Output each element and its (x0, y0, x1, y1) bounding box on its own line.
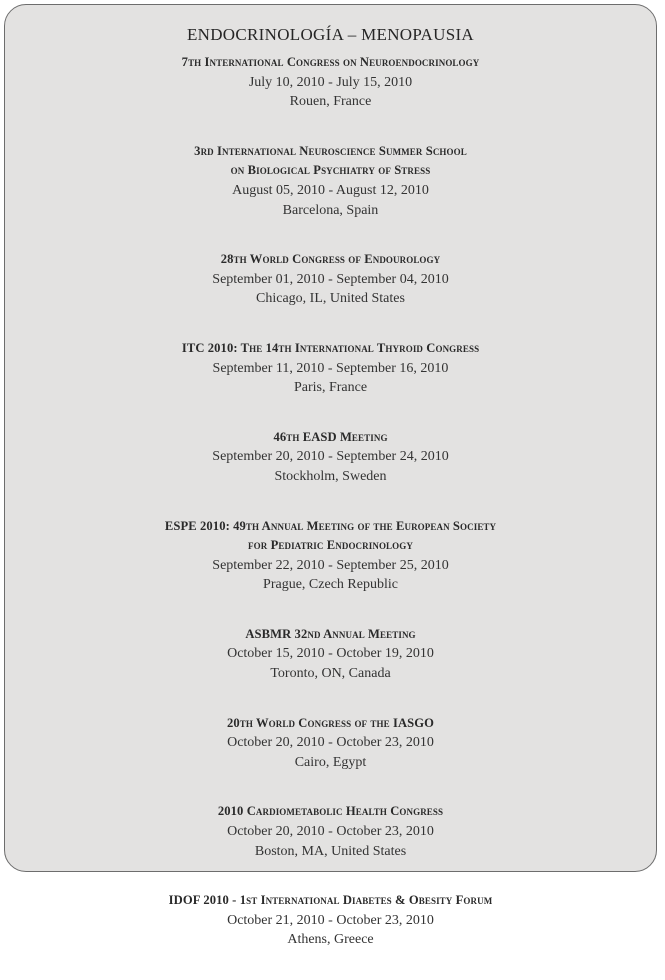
event-dates: October 15, 2010 - October 19, 2010 (227, 646, 434, 662)
event-location: Cairo, Egypt (294, 754, 367, 770)
event-title: 7th International Congress on Neuroendocrinology (181, 55, 480, 69)
event-dates: September 11, 2010 - September 16, 2010 (212, 360, 449, 376)
event-dates: September 01, 2010 - September 04, 2010 (212, 271, 449, 287)
event-title: 2010 Cardiometabolic Health Congress (217, 804, 444, 819)
event-title: 3rd International Neuroscience Summer School (194, 143, 467, 158)
event-title: ITC 2010: The 14th International Thyroid Congress (181, 340, 480, 355)
event-title: ASBMR 32nd Annual Meeting (245, 626, 416, 641)
event-dates: October 20, 2010 - October 23, 2010 (227, 824, 434, 840)
event-title-continued: for Pediatric Endocrinology (248, 538, 413, 553)
events-panel (4, 4, 657, 948)
event-list (5, 53, 656, 980)
event-item (5, 250, 656, 309)
event-title: IDOF 2010 - 1st International Diabetes & Obesity Forum (168, 893, 493, 908)
event-item (5, 142, 656, 220)
event-dates: July 10, 2010 - July 15, 2010 (248, 74, 413, 90)
event-location: Rouen, France (289, 94, 372, 110)
event-title: ESPE 2010: 49th Annual Meeting of the European Society (164, 518, 497, 533)
event-item (5, 891, 656, 950)
event-item (5, 428, 656, 487)
event-location: Barcelona, Spain (282, 202, 379, 218)
event-dates: October 21, 2010 - October 23, 2010 (227, 912, 434, 928)
event-title: 28th World Congress of Endourology (220, 252, 441, 267)
event-item (5, 714, 656, 773)
event-location: Toronto, ON, Canada (270, 666, 391, 682)
event-location: Athens, Greece (287, 932, 374, 948)
event-location: Boston, MA, United States (254, 843, 407, 859)
event-item (5, 339, 656, 398)
event-dates: September 22, 2010 - September 25, 2010 (212, 557, 449, 573)
event-item (5, 625, 656, 684)
page-title: ENDOCRINOLOGÍA – MENOPAUSIA (186, 25, 475, 44)
event-title: 46th EASD Meeting (273, 429, 388, 444)
event-location: Prague, Czech Republic (263, 577, 398, 593)
event-location: Paris, France (293, 380, 368, 396)
event-dates: October 20, 2010 - October 23, 2010 (227, 735, 434, 751)
event-location: Chicago, IL, United States (256, 291, 405, 307)
event-item (5, 517, 656, 595)
event-dates: August 05, 2010 - August 12, 2010 (232, 182, 429, 198)
event-title: 20th World Congress of the IASGO (226, 715, 435, 730)
event-item (5, 53, 656, 112)
event-location: Stockholm, Sweden (274, 468, 387, 484)
event-title-continued: on Biological Psychiatry of Stress (230, 163, 431, 178)
event-item (5, 802, 656, 861)
event-dates: September 20, 2010 - September 24, 2010 (212, 449, 449, 465)
